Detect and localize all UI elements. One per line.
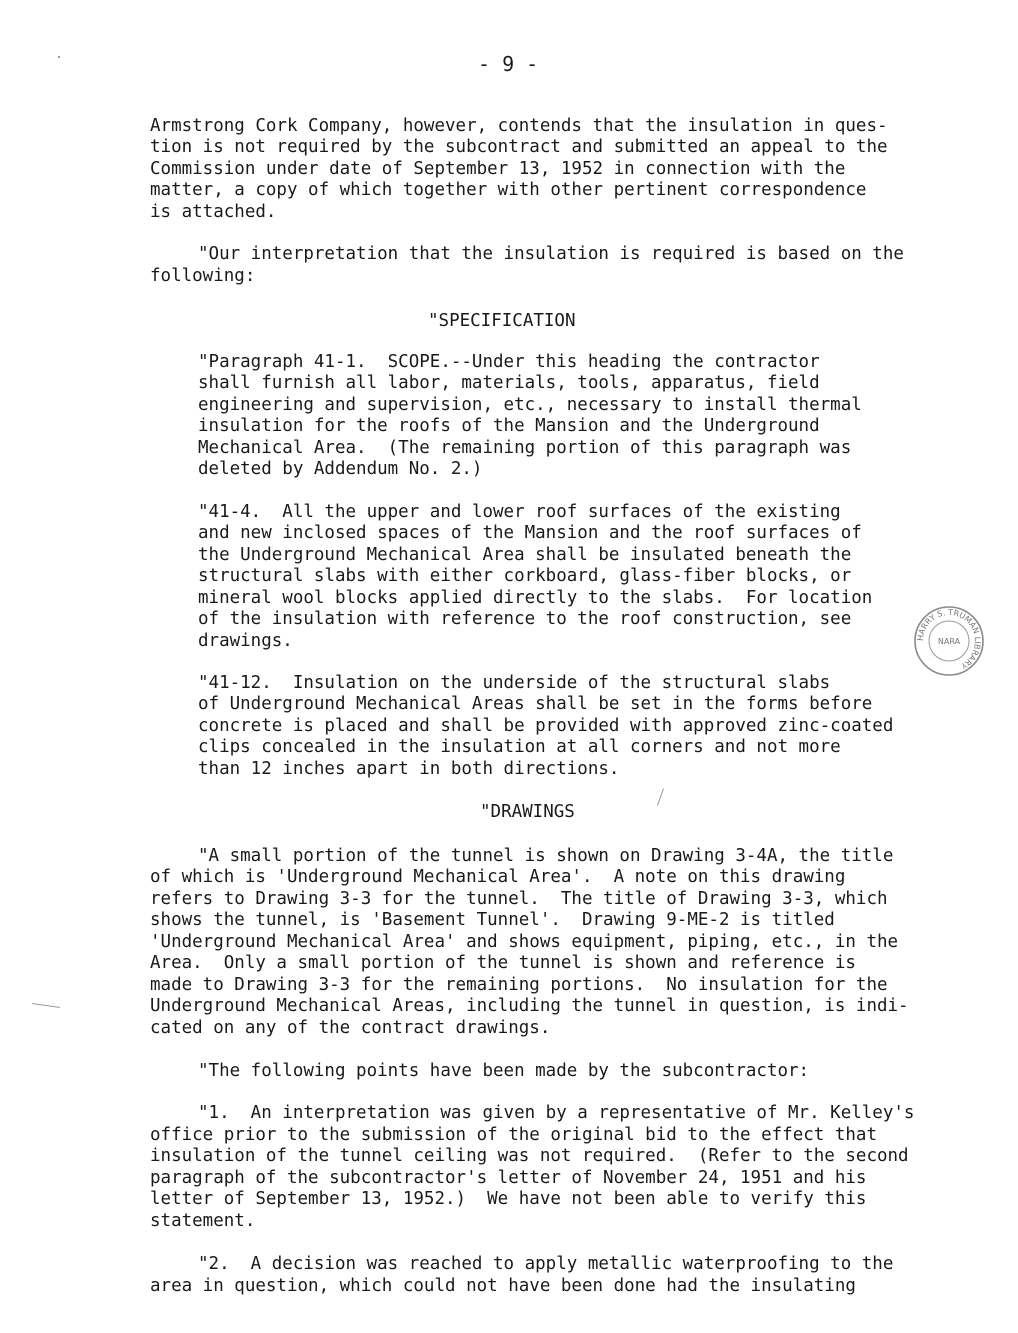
text-line: is attached. xyxy=(150,202,277,222)
text-line: statement. xyxy=(150,1211,256,1231)
text-line: tion is not required by the subcontract and submitted an appeal to the xyxy=(150,137,888,157)
text-line: following: xyxy=(150,266,256,286)
text-line: Mechanical Area. (The remaining portion of this paragraph was xyxy=(198,438,852,458)
library-stamp xyxy=(913,605,985,677)
text-line: letter of September 13, 1952.) We have not been able to verify this xyxy=(150,1189,867,1209)
text-line: drawings. xyxy=(198,631,293,651)
text-line: "1. An interpretation was given by a representative of Mr. Kelley's xyxy=(198,1103,915,1123)
text-line: Area. Only a small portion of the tunnel is shown and reference is xyxy=(150,953,856,973)
text-line: of Underground Mechanical Areas shall be set in the forms before xyxy=(198,694,873,714)
text-line: cated on any of the contract drawings. xyxy=(150,1018,551,1038)
scan-mark xyxy=(32,1003,60,1008)
text-line: area in question, which could not have been done had the insulating xyxy=(150,1276,856,1296)
page-number: - 9 - xyxy=(478,52,539,76)
section-heading-specification: "SPECIFICATION xyxy=(428,311,576,331)
text-line: clips concealed in the insulation at all corners and not more xyxy=(198,737,841,757)
text-line: "Our interpretation that the insulation is required is based on the xyxy=(198,244,904,264)
stamp-center-text: NARA xyxy=(937,637,961,646)
text-line: "Paragraph 41-1. SCOPE.--Under this heading the contractor xyxy=(198,352,820,372)
text-line: and new inclosed spaces of the Mansion and the roof surfaces of xyxy=(198,523,862,543)
text-line: made to Drawing 3-3 for the remaining portions. No insulation for the xyxy=(150,975,888,995)
text-line: of which is 'Underground Mechanical Area'. A note on this drawing xyxy=(150,867,846,887)
text-line: deleted by Addendum No. 2.) xyxy=(198,459,483,479)
text-line: office prior to the submission of the original bid to the effect that xyxy=(150,1125,877,1145)
text-line: paragraph of the subcontractor's letter of November 24, 1951 and his xyxy=(150,1168,867,1188)
text-line: "41-12. Insulation on the underside of the structural slabs xyxy=(198,673,831,693)
text-line: mineral wool blocks applied directly to the slabs. For location xyxy=(198,588,873,608)
scan-mark xyxy=(58,56,60,58)
text-line: Underground Mechanical Areas, including the tunnel in question, is indi- xyxy=(150,996,909,1016)
scan-mark xyxy=(657,788,664,805)
text-line: insulation of the tunnel ceiling was not required. (Refer to the second xyxy=(150,1146,909,1166)
text-line: matter, a copy of which together with other pertinent correspondence xyxy=(150,180,867,200)
text-line: 'Underground Mechanical Area' and shows equipment, piping, etc., in the xyxy=(150,932,899,952)
text-line: Commission under date of September 13, 1952 in connection with the xyxy=(150,159,846,179)
text-line: engineering and supervision, etc., necessary to install thermal xyxy=(198,395,862,415)
text-line: structural slabs with either corkboard, glass-fiber blocks, or xyxy=(198,566,852,586)
text-line: Armstrong Cork Company, however, contends that the insulation in ques- xyxy=(150,116,888,136)
text-line: concrete is placed and shall be provided with approved zinc-coated xyxy=(198,716,894,736)
text-line: than 12 inches apart in both directions. xyxy=(198,759,620,779)
stamp-ring-text: HARRY S. TRUMAN LIBRARY xyxy=(915,607,983,671)
text-line: insulation for the roofs of the Mansion and the Underground xyxy=(198,416,820,436)
text-line: "41-4. All the upper and lower roof surfaces of the existing xyxy=(198,502,841,522)
text-line: shall furnish all labor, materials, tools, apparatus, field xyxy=(198,373,820,393)
section-heading-drawings: "DRAWINGS xyxy=(480,802,575,822)
text-line: "A small portion of the tunnel is shown on Drawing 3-4A, the title xyxy=(198,846,894,866)
text-line: of the insulation with reference to the roof construction, see xyxy=(198,609,852,629)
text-line: the Underground Mechanical Area shall be insulated beneath the xyxy=(198,545,852,565)
text-line: refers to Drawing 3-3 for the tunnel. The title of Drawing 3-3, which xyxy=(150,889,888,909)
text-line: shows the tunnel, is 'Basement Tunnel'. Drawing 9-ME-2 is titled xyxy=(150,910,835,930)
text-line: "The following points have been made by the subcontractor: xyxy=(198,1061,810,1081)
text-line: "2. A decision was reached to apply metallic waterproofing to the xyxy=(198,1254,894,1274)
